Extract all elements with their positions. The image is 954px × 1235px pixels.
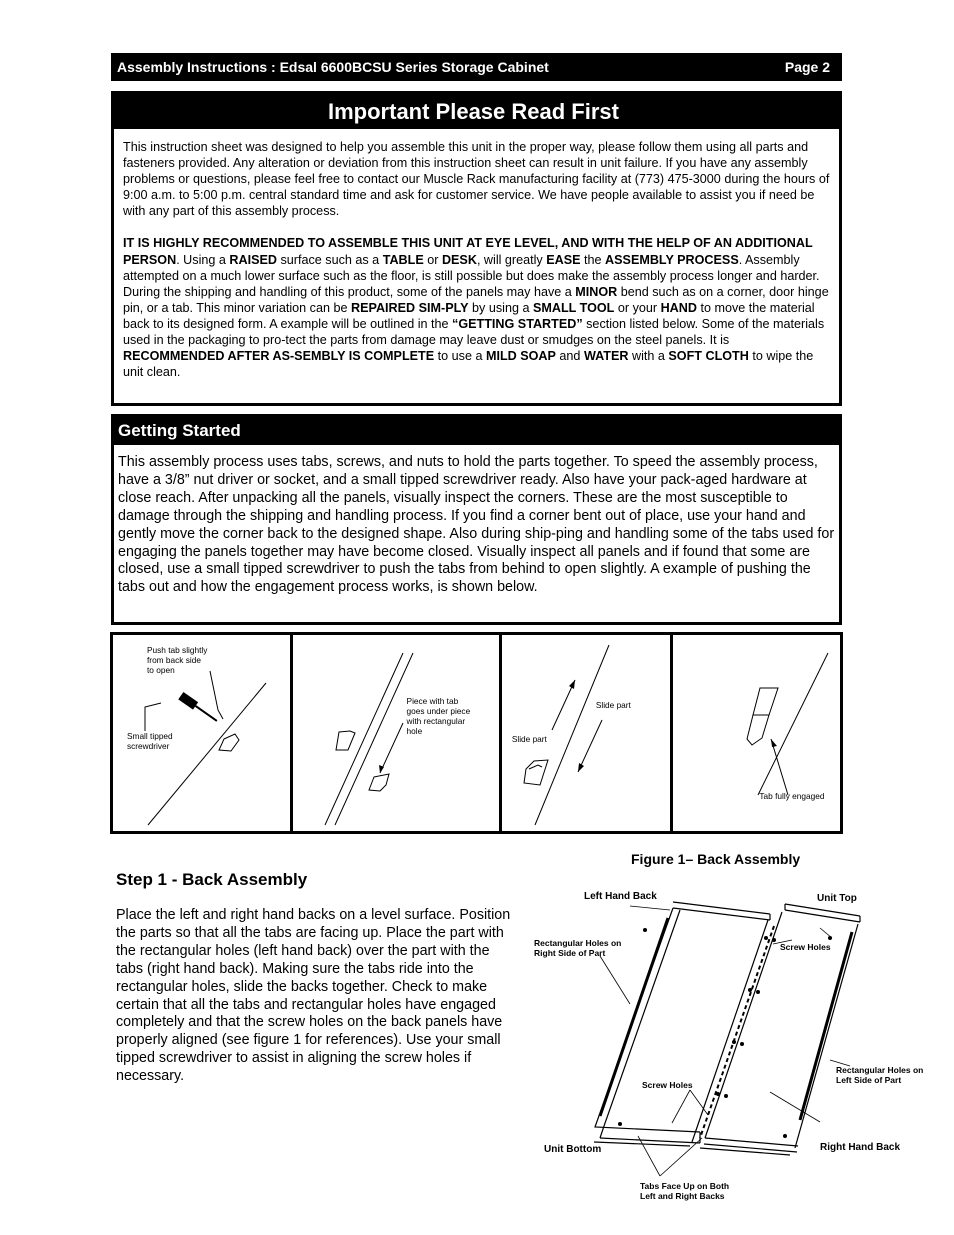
page-number: Page 2 xyxy=(784,59,830,75)
label-unit-bottom: Unit Bottom xyxy=(544,1144,602,1155)
slide-part-label-bottom: Slide part xyxy=(511,734,547,744)
page-header xyxy=(111,53,842,81)
screwdriver-label: Small tipped screwdriver xyxy=(127,731,173,751)
illustration-panel-engaged xyxy=(673,635,840,831)
slide-part-illustration xyxy=(502,635,672,831)
illustration-panel-slide xyxy=(502,635,674,831)
important-para-2: IT IS HIGHLY RECOMMENDED TO ASSEMBLE THIS UNIT AT EYE LEVEL, AND WITH THE HELP OF AN ADDITIONAL PERSON. Using a RAISED surface such as a TABLE or DESK, will greatly EASE the ASSEMBLY PROCESS. Assembly attempted on a much lower surface such as the floor, is still possible but does make the assembly process longer and harder. During the shipping and handling of this product, some of the panels may have a MINOR bend such as on a corner, door hinge pin, or a tab. This minor variation can be REPAIRED SIM-PLY by using a SMALL TOOL or your HAND to move the material back to its designed form. A example will be outlined in the “GETTING STARTED” section listed below. Some of the materials used in the packaging to pro-tect the parts from damage may leave dust or smudges on the steel panels. It is RECOMMENDED AFTER AS-SEMBLY IS COMPLETE to use a MILD SOAP and WATER with a SOFT CLOTH to wipe the unit clean. xyxy=(123,236,829,380)
important-section xyxy=(111,91,842,406)
step1-body: Place the left and right hand backs on a level surface. Position the parts so that all the tabs are facing up. Place the part with the rectangular holes (left hand back) over the part with the tabs (right hand back). Making sure the tabs ride into the rectangular holes, slide the backs together. Check to make certain that all the tabs and rectangular holes have engaged completely and that the screw holes on the back panels have properly aligned (see figure 1 for references). Use your small tipped screwdriver to assist in aligning the screw holes if necessary. xyxy=(116,907,511,1085)
label-screw-holes-bottom: Screw Holes xyxy=(642,1080,693,1090)
illustration-panel-tab-under xyxy=(293,635,502,831)
important-title: Important Please Read First xyxy=(114,94,839,129)
label-left-hand-back: Left Hand Back xyxy=(584,891,657,902)
header-title: Assembly Instructions : Edsal 6600BCSU Series Storage Cabinet xyxy=(117,59,549,75)
tab-illustration-panels xyxy=(110,632,843,834)
getting-started-section xyxy=(111,414,842,625)
important-body xyxy=(114,129,839,380)
important-para-1: This instruction sheet was designed to help you assemble this unit in the proper way, please follow them using all parts and fasteners provided. Any alteration or deviation from this instruction sheet can result in unit failure. If you have any assembly problems or questions, please feel free to contact our Muscle Rack manufacturing facility at (773) 475-3000 during the hours of 9:00 a.m. to 5:00 p.m. central standard time and ask for customer service. We have people available to assist you if need be with any part of this assembly process. xyxy=(123,140,830,219)
getting-started-body: This assembly process uses tabs, screws, and nuts to hold the parts together. To speed the assembly process, have a 3/8” nut driver or socket, and a small tipped screwdriver ready. Also have your pack-aged hardware at close reach. After unpacking all the panels, visually inspect the corners. These are the most susceptible to damage through the shipping and handling process. If you find a corner bent out of place, use your hand and gently move the corner back to the designed shape. Also during ship-ping and handling some of the tabs used for engaging the panels together may have become closed. Visually inspect all panels and if found that some are closed, use a small tipped screwdriver to push the tabs from behind to open slightly. A example of pushing the tabs out and how the engagement process works, is shown below. xyxy=(118,454,835,596)
tab-engaged-illustration xyxy=(673,635,841,831)
back-assembly-drawing xyxy=(530,880,930,1210)
label-tabs-face-up: Tabs Face Up on Both Left and Right Backs xyxy=(640,1181,730,1201)
getting-started-title: Getting Started xyxy=(114,417,839,445)
figure1-title: Figure 1– Back Assembly xyxy=(631,851,801,867)
label-rect-holes-right-side: Rectangular Holes on Right Side of Part xyxy=(534,938,622,958)
tab-engaged-label: Tab fully engaged xyxy=(759,791,825,801)
push-tab-label: Push tab slightly from back side to open xyxy=(147,645,208,675)
tab-under-label: Piece with tab goes under piece with rectangular hole xyxy=(406,696,471,736)
label-right-hand-back: Right Hand Back xyxy=(820,1142,901,1153)
label-rect-holes-left-side: Rectangular Holes on Left Side of Part xyxy=(836,1065,924,1085)
figure1-back-assembly xyxy=(530,880,930,1210)
label-screw-holes-top: Screw Holes xyxy=(780,942,831,952)
step1-title: Step 1 - Back Assembly xyxy=(116,870,308,889)
slide-part-label-top: Slide part xyxy=(595,700,631,710)
label-unit-top: Unit Top xyxy=(817,893,857,904)
illustration-panel-push-tab xyxy=(113,635,293,831)
